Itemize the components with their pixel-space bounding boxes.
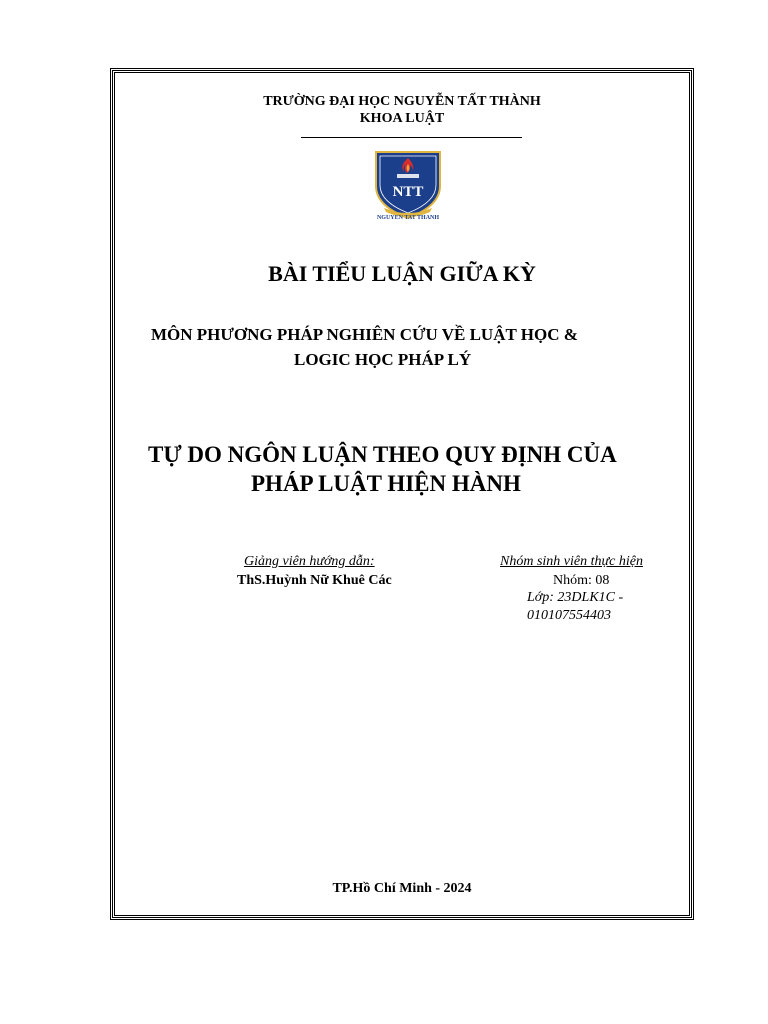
supervisor-name: ThS.Huỳnh Nữ Khuê Các (237, 573, 392, 588)
class-code-line-1: Lớp: 23DLK1C - (527, 590, 624, 605)
faculty-name: KHOA LUẬT (359, 111, 445, 126)
report-title-line-2: PHÁP LUẬT HIỆN HÀNH (251, 471, 521, 496)
university-name: TRƯỜNG ĐẠI HỌC NGUYỄN TẤT THÀNH (263, 94, 541, 109)
class-code-line-2: 010107554403 (527, 608, 611, 623)
student-group-label: Nhóm sinh viên thực hiện (500, 554, 643, 569)
report-title-line-1: TỰ DO NGÔN LUẬN THEO QUY ĐỊNH CỦA (148, 442, 617, 467)
group-number: Nhóm: 08 (553, 573, 610, 588)
header-divider (301, 137, 522, 138)
supervisor-label: Giảng viên hướng dẫn: (244, 554, 375, 569)
place-date: TP.Hồ Chí Minh - 2024 (332, 881, 472, 896)
logo-caption: NGUYEN TAT THANH (376, 215, 440, 221)
report-type: BÀI TIỂU LUẬN GIỮA KỲ (268, 261, 536, 286)
subject-line-1: MÔN PHƯƠNG PHÁP NGHIÊN CỨU VỀ LUẬT HỌC & (151, 325, 578, 344)
logo-monogram: NTT (392, 184, 424, 200)
book-icon (397, 174, 419, 178)
subject-line-2: LOGIC HỌC PHÁP LÝ (294, 350, 472, 369)
